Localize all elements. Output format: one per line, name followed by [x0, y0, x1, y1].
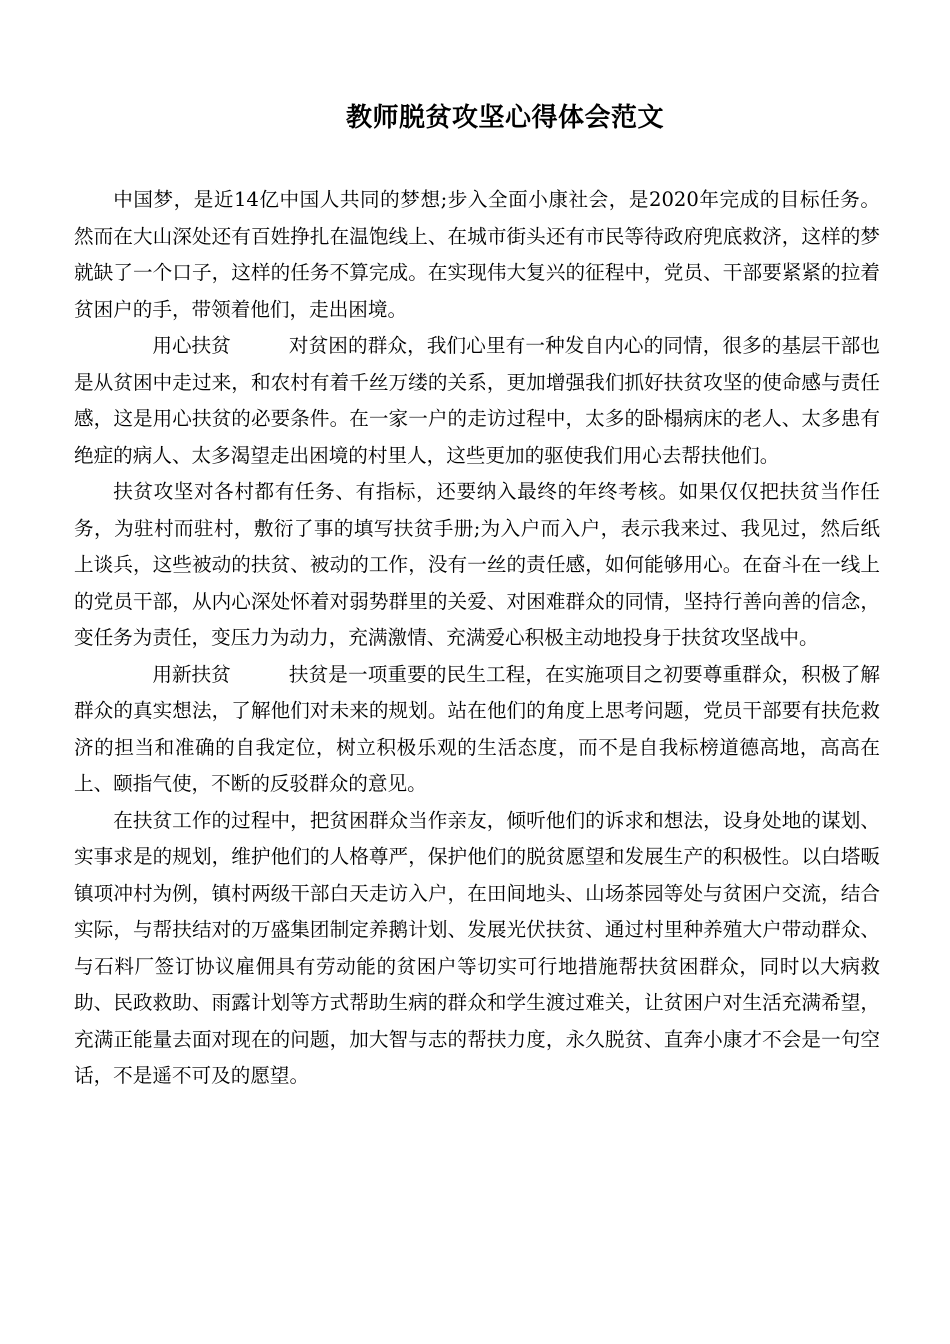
page-title: 教师脱贫攻坚心得体会范文 [345, 103, 664, 133]
paragraph-text: 对贫困的群众，我们心里有一种发自内心的同情，很多的基层干部也是从贫困中走过来，和农村有着千丝万缕的关系，更加增强我们抓好扶贫攻坚的使命感与责任感，这是用心扶贫的必要条件。在一家一户的走访过程中，太多的卧榻病床的老人、太多患有绝症的病人、太多渴望走出困境的村里人，这些更加的驱使我们用心去帮扶他们。 [74, 334, 880, 467]
paragraph-4 [74, 657, 880, 803]
paragraph-text: 在扶贫工作的过程中，把贫困群众当作亲友，倾听他们的诉求和想法，设身处地的谋划、实事求是的规划，维护他们的人格尊严，保护他们的脱贫愿望和发展生产的积极性。以白塔畈镇项冲村为例，镇村两级干部白天走访入户，在田间地头、山场茶园等处与贫困户交流，结合实际，与帮扶结对的万盛集团制定养鹅计划、发展光伏扶贫、通过村里种养殖大户带动群众、与石料厂签订协议雇佣具有劳动能的贫困户等切实可行地措施帮扶贫困群众，同时以大病救助、民政救助、雨露计划等方式帮助生病的群众和学生渡过难关，让贫困户对生活充满希望，充满正能量去面对现在的问题，加大智与志的帮扶力度，永久脱贫、直奔小康才不会是一句空话，不是遥不可及的愿望。 [74, 808, 880, 1087]
paragraph-text: 中国梦，是近14亿中国人共同的梦想;步入全面小康社会，是2020年完成的目标任务。然而在大山深处还有百姓挣扎在温饱线上、在城市街头还有市民等待政府兜底救济，这样的梦就缺了一个口子，这样的任务不算完成。在实现伟大复兴的征程中，党员、干部要紧紧的拉着贫困户的手，带领着他们，走出困境。 [74, 188, 880, 321]
paragraph-1 [74, 182, 880, 328]
paragraph-5 [74, 803, 880, 1095]
paragraph-2 [74, 328, 880, 474]
paragraph-text: 扶贫攻坚对各村都有任务、有指标，还要纳入最终的年终考核。如果仅仅把扶贫当作任务，为驻村而驻村，敷衍了事的填写扶贫手册;为入户而入户，表示我来过、我见过，然后纸上谈兵，这些被动的扶贫、被动的工作，没有一丝的责任感，如何能够用心。在奋斗在一线上的党员干部，从内心深处怀着对弱势群里的关爱、对困难群众的同情，坚持行善向善的信念，变任务为责任，变压力为动力，充满激情、充满爱心积极主动地投身于扶贫攻坚战中。 [74, 480, 880, 649]
paragraph-text: 扶贫是一项重要的民生工程，在实施项目之初要尊重群众，积极了解群众的真实想法，了解他们对未来的规划。站在他们的角度上思考问题，党员干部要有扶危救济的担当和准确的自我定位，树立积极乐观的生活态度，而不是自我标榜道德高地，高高在上、颐指气使，不断的反驳群众的意见。 [74, 662, 880, 795]
section-heading-yongxin: 用心扶贫 [152, 334, 231, 357]
section-heading-yongxin-new: 用新扶贫 [152, 662, 231, 686]
document-body [74, 182, 880, 1095]
paragraph-3 [74, 474, 880, 657]
